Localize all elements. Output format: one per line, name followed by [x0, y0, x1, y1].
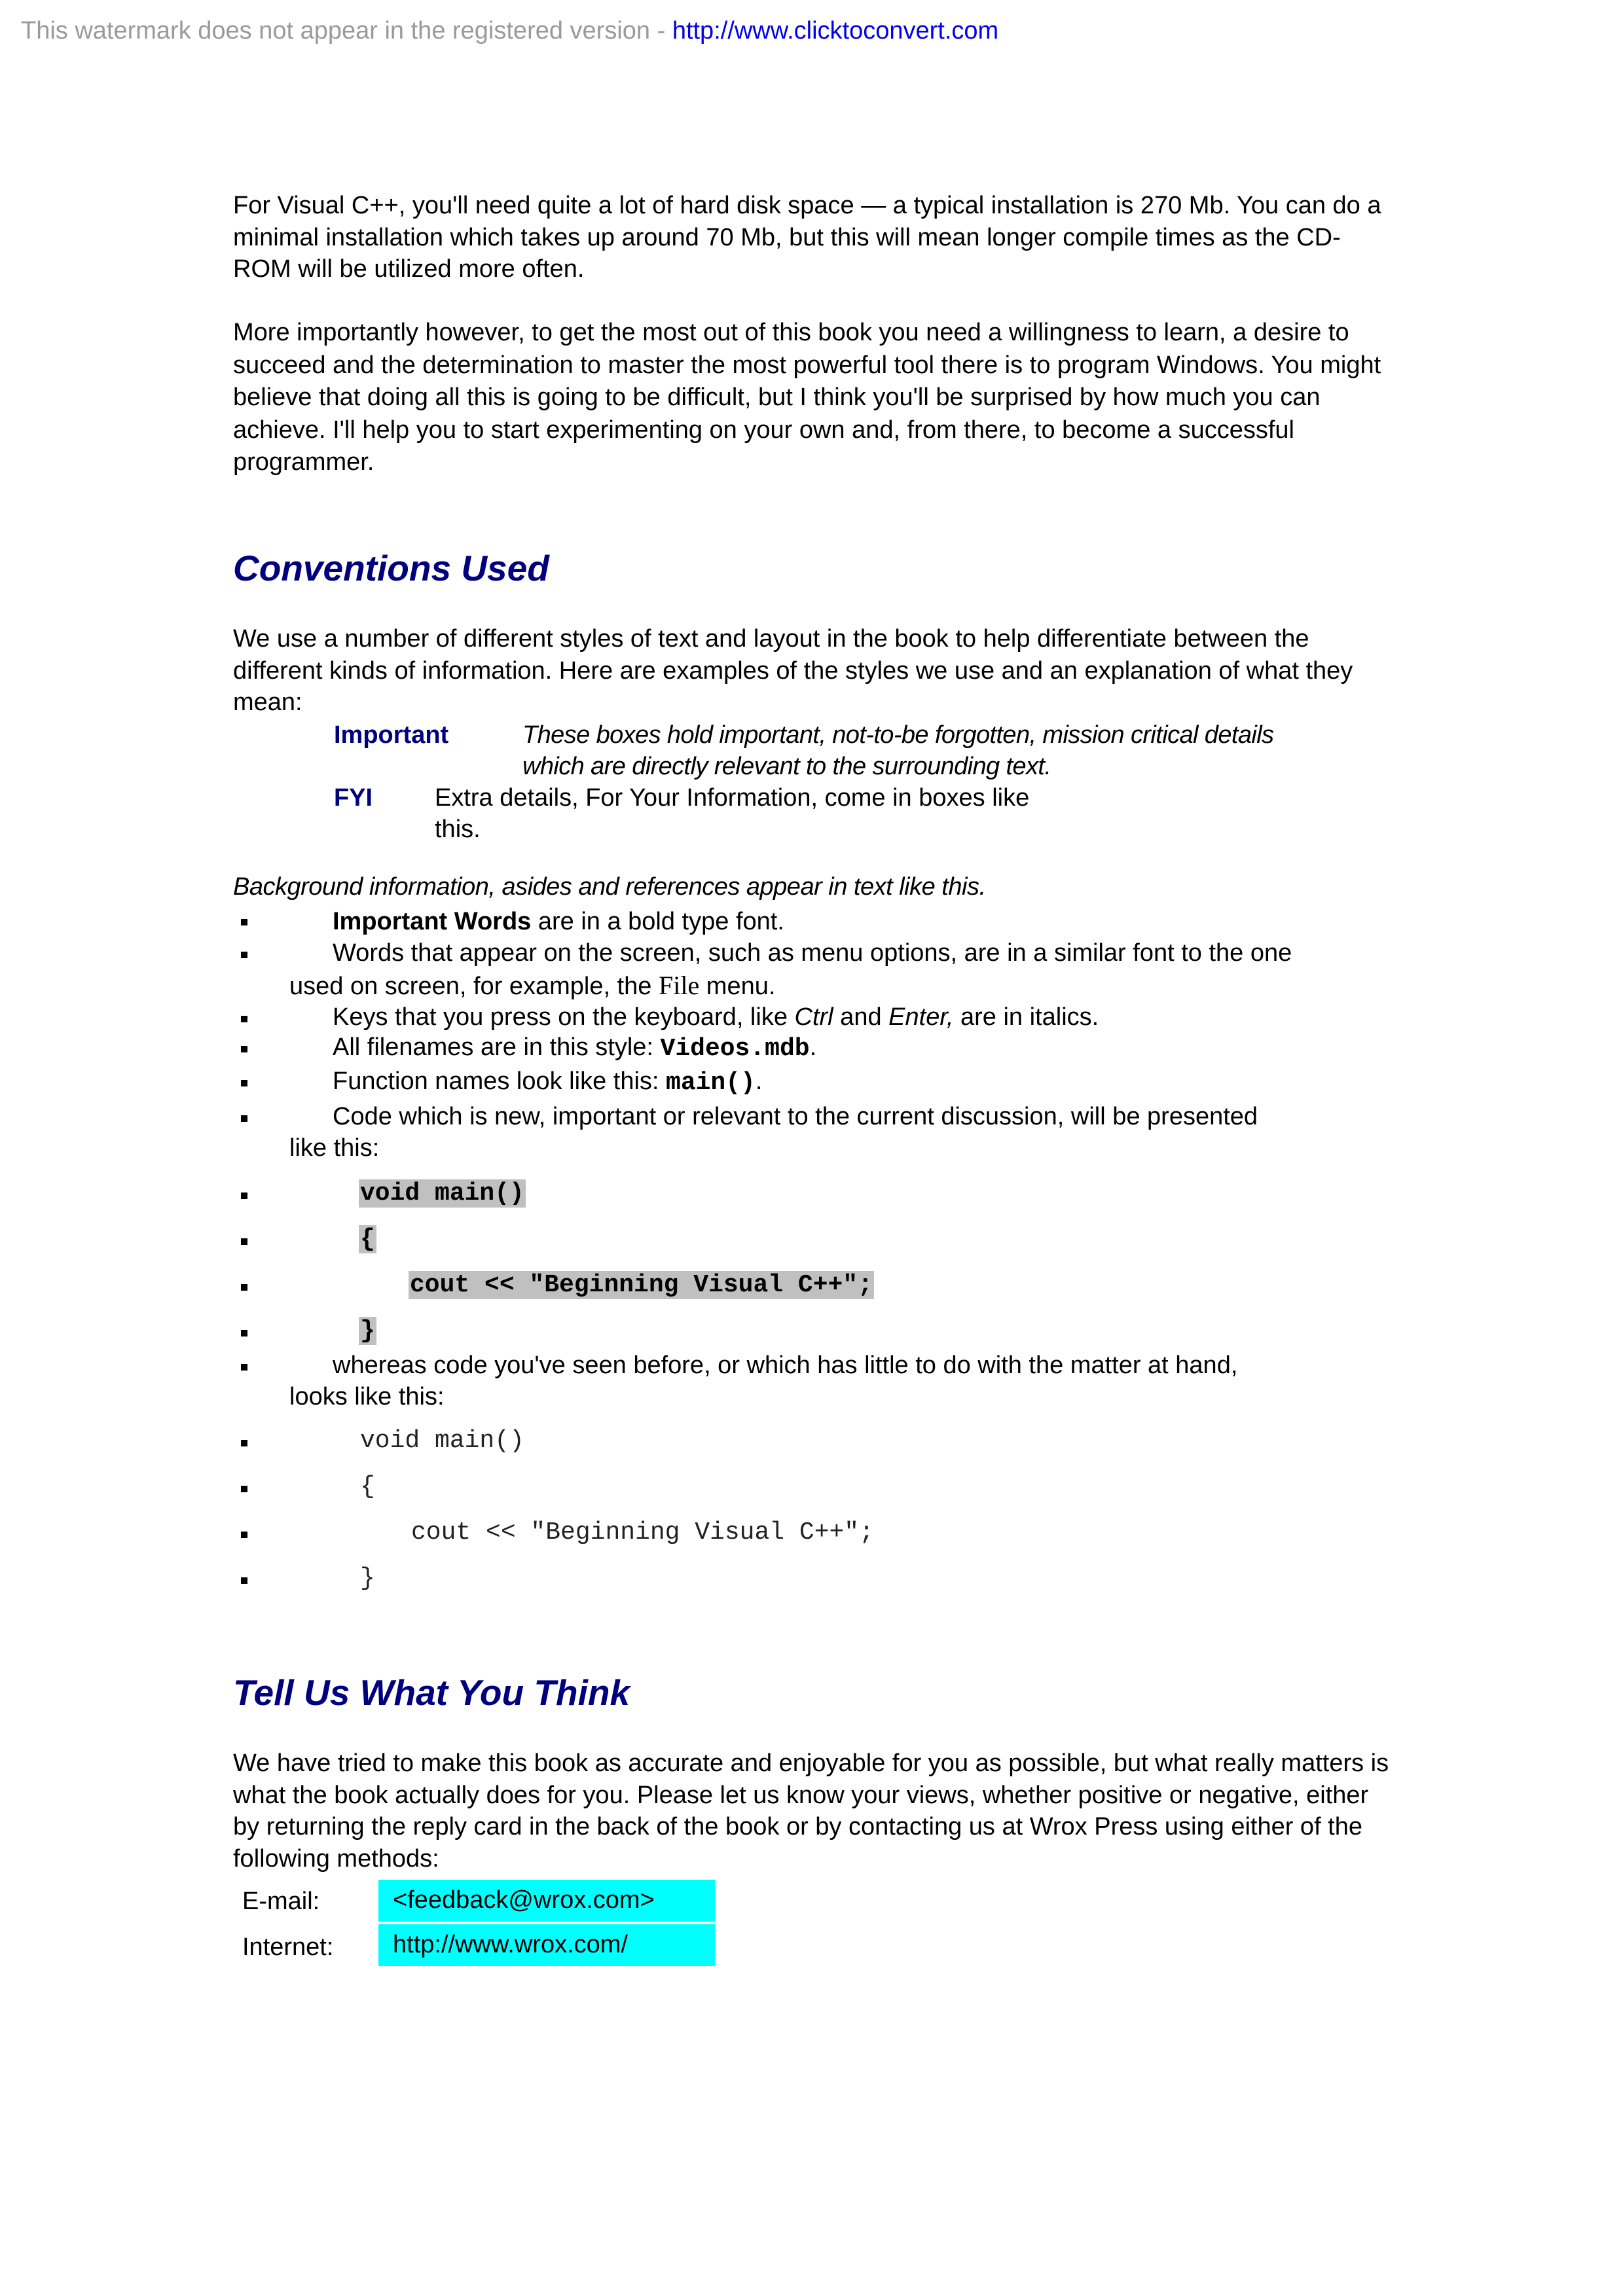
new-code-text: void main() — [360, 1179, 524, 1208]
bullet-screen-words-line-1: Words that appear on the screen, such as menu options, are in a similar font to the one — [333, 939, 1292, 967]
bullet-marker — [241, 1238, 247, 1245]
bullet-marker — [241, 1284, 247, 1291]
bullet-text: Keys that you press on the keyboard, like — [333, 1003, 795, 1031]
bullet-text: and — [833, 1003, 889, 1031]
email-value[interactable]: <feedback@wrox.com> — [378, 1880, 715, 1922]
fyi-text-line-2: this. — [435, 816, 481, 843]
enter-key-example: Enter, — [888, 1003, 954, 1031]
bold-words-example: Important Words — [333, 908, 532, 935]
new-code-line — [359, 1317, 376, 1345]
bullet-marker — [241, 1193, 247, 1199]
old-code-line: void main() — [360, 1427, 524, 1455]
bullet-marker — [241, 1016, 247, 1022]
filename-example: Videos.mdb — [660, 1035, 810, 1063]
new-code-line — [409, 1271, 874, 1299]
bullet-marker — [241, 1440, 247, 1446]
ctrl-key-example: Ctrl — [794, 1003, 833, 1031]
bullet-text: menu. — [699, 973, 776, 1000]
bullet-screen-words-line-2 — [289, 970, 775, 1003]
internet-label: Internet: — [242, 1933, 334, 1961]
background-note: Background information, asides and references appear in text like this. — [233, 873, 986, 901]
bullet-text: Function names look like this: — [333, 1067, 666, 1095]
bullet-marker — [241, 919, 247, 925]
watermark-link[interactable]: http://www.clicktoconvert.com — [672, 17, 999, 45]
watermark-text: This watermark does not appear in the registered version - — [21, 17, 672, 45]
watermark — [21, 17, 998, 45]
bullet-new-code-line-1: Code which is new, important or relevant to the current discussion, will be presented — [333, 1103, 1258, 1130]
intro-paragraph-2: More importantly however, to get the most out of this book you need a willingness to learn, a desire to succeed and the determination to master the most powerful tool there is to program Windows. You might believe that doing all this is going to be difficult, but I think you'll be surprised by how much you can achieve. I'll help you to start experimenting on your own and, from there, to become a successful programmer. — [233, 319, 1381, 476]
function-name-example: main() — [666, 1069, 756, 1097]
important-text-line-2: which are directly relevant to the surrounding text. — [522, 753, 1051, 780]
bullet-text: . — [755, 1067, 763, 1095]
new-code-line — [359, 1179, 526, 1208]
bullet-function-names — [333, 1066, 762, 1100]
old-code-line: } — [360, 1564, 375, 1592]
new-code-line — [359, 1225, 376, 1253]
important-label: Important — [334, 721, 449, 749]
bullet-text: are in italics. — [953, 1003, 1099, 1031]
new-code-text: } — [360, 1317, 375, 1345]
bullet-marker — [241, 1532, 247, 1538]
file-menu-example: File — [659, 971, 700, 1000]
bullet-filenames — [333, 1031, 816, 1066]
fyi-text-line-1: Extra details, For Your Information, come in boxes like — [435, 784, 1030, 812]
bullet-marker — [241, 1577, 247, 1584]
bullet-keys — [333, 1001, 1099, 1033]
fyi-label: FYI — [334, 784, 373, 812]
intro-paragraph-1: For Visual C++, you'll need quite a lot of hard disk space — a typical installation is 270 Mb. You can do a minimal installation which takes up around 70 Mb, but this will mean longer compile times as the CD-ROM will be utilized more often. — [233, 192, 1381, 283]
bullet-marker — [241, 1364, 247, 1371]
new-code-text: cout << "Beginning Visual C++"; — [410, 1271, 873, 1299]
new-code-text: { — [360, 1225, 375, 1253]
feedback-heading: Tell Us What You Think — [233, 1672, 630, 1713]
bullet-marker — [241, 1330, 247, 1336]
conventions-heading: Conventions Used — [233, 548, 549, 588]
bullet-text: . — [809, 1033, 817, 1061]
email-label: E-mail: — [242, 1888, 320, 1915]
old-code-line: cout << "Beginning Visual C++"; — [411, 1518, 874, 1547]
important-text-line-1: These boxes hold important, not-to-be forgotten, mission critical details — [522, 721, 1274, 749]
internet-value[interactable]: http://www.wrox.com/ — [378, 1924, 715, 1966]
old-code-line: { — [360, 1473, 375, 1501]
bullet-marker — [241, 952, 247, 958]
bullet-text: are in a bold type font. — [531, 908, 784, 935]
conventions-intro: We use a number of different styles of text and layout in the book to help differentiate between the different kinds of information. Here are examples of the styles we use and an explanation of what they mean: — [233, 625, 1353, 716]
bullet-marker — [241, 1080, 247, 1086]
bullet-new-code-line-2: like this: — [289, 1134, 380, 1162]
bullet-bold-words — [333, 906, 784, 938]
bullet-marker — [241, 1486, 247, 1492]
bullet-text: used on screen, for example, the — [289, 973, 659, 1000]
feedback-paragraph: We have tried to make this book as accurate and enjoyable for you as possible, but what really matters is what the book actually does for you. Please let us know your views, whether positive or negative, either by returning the reply card in the back of the book or by contacting us at Wrox Press using either of the following methods: — [233, 1749, 1389, 1873]
bullet-old-code-line-2: looks like this: — [289, 1383, 445, 1410]
bullet-text: All filenames are in this style: — [333, 1033, 661, 1061]
bullet-marker — [241, 1046, 247, 1052]
bullet-marker — [241, 1115, 247, 1122]
bullet-old-code-line-1: whereas code you've seen before, or which has little to do with the matter at hand, — [333, 1352, 1238, 1379]
